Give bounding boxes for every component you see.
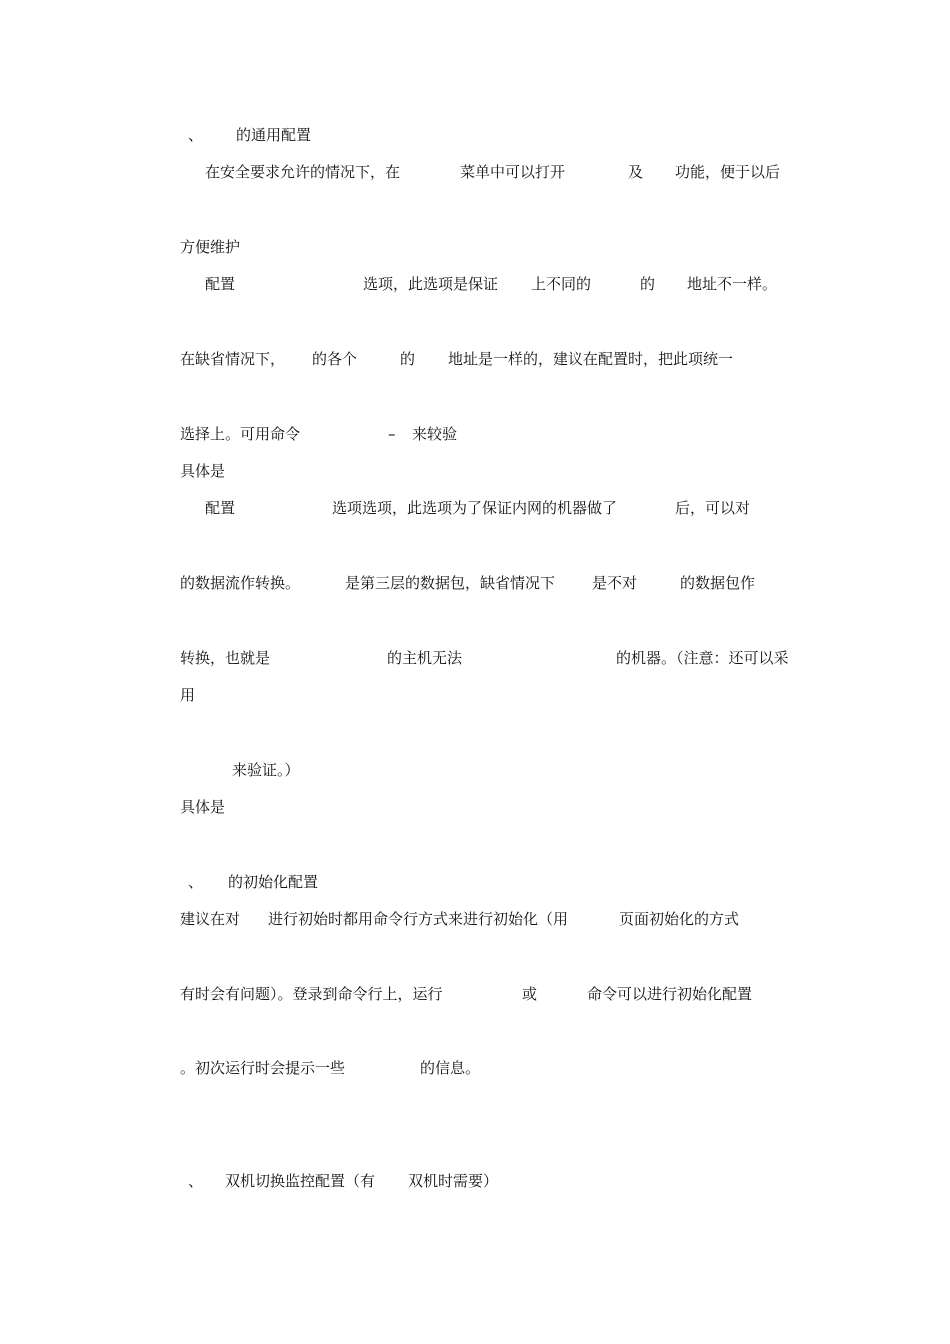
text-segment: 转换，也就是	[180, 649, 271, 667]
text-segment: 的	[640, 275, 656, 293]
text-segment: 的主机无法	[387, 649, 463, 667]
text-segment: 有时会有问题）。登录到命令行上，运行	[180, 985, 443, 1003]
text-segment: 是第三层的数据包，缺省情况下	[345, 574, 556, 592]
text-segment: 来验证。）	[232, 761, 300, 779]
text-segment: 具体是	[180, 798, 226, 816]
text-segment: 的各个	[312, 350, 358, 368]
heading-number: 、	[188, 1172, 204, 1190]
text-segment: 配置	[205, 275, 236, 293]
text-segment: 方便维护	[180, 238, 241, 256]
text-segment: 选项，此选项是保证	[363, 275, 499, 293]
text-segment: 。初次运行时会提示一些	[180, 1059, 346, 1077]
text-segment: 功能，便于以后	[675, 163, 781, 181]
text-segment: 页面初始化的方式	[619, 910, 740, 928]
text-segment: 进行初始时都用命令行方式来进行初始化（用	[268, 910, 569, 928]
text-segment: 地址是一样的，建议在配置时，把此项统一	[448, 350, 734, 368]
text-segment: 的机器。（注意：还可以采	[616, 649, 789, 667]
heading-number: 、	[188, 126, 204, 144]
text-segment: 或	[522, 985, 538, 1003]
heading-number: 、	[188, 873, 204, 891]
text-segment: 配置	[205, 499, 236, 517]
text-segment: 是不对	[592, 574, 638, 592]
text-segment: 建议在对	[180, 910, 241, 928]
text-segment: 来较验	[412, 425, 458, 443]
text-segment: 菜单中可以打开	[460, 163, 566, 181]
heading-text: 的通用配置	[236, 126, 312, 144]
text-segment: 的	[400, 350, 416, 368]
text-segment: 选项选项，此选项为了保证内网的机器做了	[332, 499, 618, 517]
text-segment: 用	[180, 686, 196, 704]
text-segment: 的信息。	[420, 1059, 481, 1077]
text-segment: 后，可以对	[675, 499, 751, 517]
text-segment: 及	[628, 163, 644, 181]
text-segment: 地址不一样。	[687, 275, 778, 293]
text-segment: 具体是	[180, 462, 226, 480]
text-segment: 在安全要求允许的情况下，在	[205, 163, 401, 181]
text-segment: 选择上。可用命令	[180, 425, 301, 443]
heading-text: 双机时需要）	[408, 1172, 499, 1190]
text-segment: –	[388, 425, 396, 443]
heading-text: 双机切换监控配置（有	[225, 1172, 376, 1190]
text-segment: 在缺省情况下，	[180, 350, 286, 368]
text-segment: 的数据流作转换。	[180, 574, 301, 592]
text-segment: 的数据包作	[680, 574, 756, 592]
heading-text: 的初始化配置	[228, 873, 319, 891]
text-segment: 命令可以进行初始化配置	[587, 985, 753, 1003]
text-segment: 上不同的	[531, 275, 592, 293]
